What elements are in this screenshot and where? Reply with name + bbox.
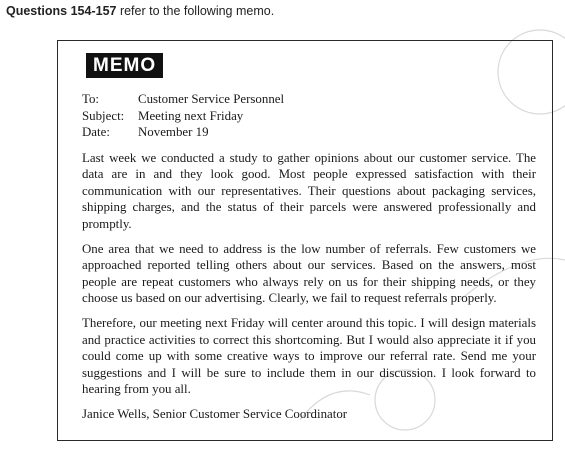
memo-paragraph-1: Last week we conducted a study to gather opinions about our customer service. The data are in and they look good. Most people expressed satisfaction with their communication with our representatives. Their questions about packaging services, shipping charges, and the status of their parcels were answered professionally and promptly. xyxy=(82,150,536,231)
memo-badge: MEMO xyxy=(86,53,163,78)
instruction-text: refer to the following memo. xyxy=(116,4,275,18)
subject-label: Subject: xyxy=(82,108,125,123)
question-instruction xyxy=(6,4,274,18)
to-row xyxy=(82,91,536,108)
date-row xyxy=(82,124,536,141)
memo-signature: Janice Wells, Senior Customer Service Coordinator xyxy=(82,407,348,421)
date-label: Date: xyxy=(82,125,110,139)
memo-body xyxy=(82,91,536,423)
to-value: Customer Service Personnel xyxy=(138,92,285,106)
subject-row xyxy=(82,108,536,125)
memo-box xyxy=(57,40,553,441)
memo-headers xyxy=(82,91,536,141)
to-label: To: xyxy=(82,92,100,106)
date-value: November 19 xyxy=(138,125,209,139)
subject-value: Meeting next Friday xyxy=(138,108,244,123)
memo-paragraph-2: One area that we need to address is the low number of referrals. Few customers we approached reported telling others about our services. Based on the answers, most people are repeat customers who always rely on us for their shipping needs, or they choose us based on our advertising. Clearly, we fail to request referrals properly. xyxy=(82,241,536,305)
memo-paragraph-3: Therefore, our meeting next Friday will center around this topic. I will design materials and practice activities to correct this shortcoming. But I would also appreciate it if you could come up with some creative ways to improve our referral rate. Send me your suggestions and I will be sure to include them in our discussion. I look forward to hearing from you all. xyxy=(82,316,536,396)
question-range: Questions 154-157 xyxy=(6,4,117,18)
